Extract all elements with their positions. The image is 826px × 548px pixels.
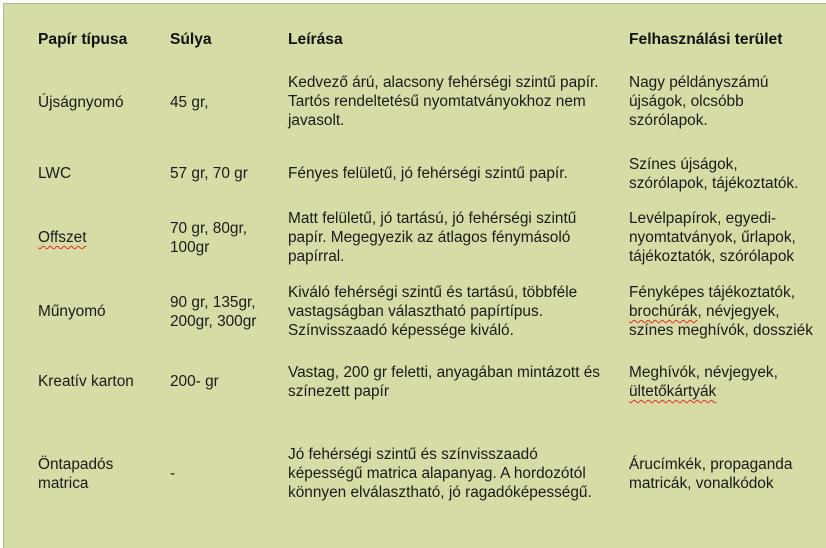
row-4-usage-brochurak: brochúrák bbox=[629, 303, 698, 320]
row-4-usage-line2-rest: , névjegyek, bbox=[697, 303, 780, 320]
row-4-usage-line3: színes meghívók, dossziék bbox=[629, 322, 813, 339]
row-2-type: LWC bbox=[38, 165, 72, 182]
row-3-type: Offszet bbox=[38, 229, 87, 246]
row-1-type: Újságnyomó bbox=[38, 94, 124, 111]
row-6-weight: - bbox=[170, 465, 176, 482]
row-4-usage bbox=[629, 283, 813, 340]
row-1-description: Kedvező árú, alacsony fehérségi szintű papír. Tartós rendeltetésű nyomtatványokhoz nem javasolt. bbox=[288, 74, 599, 129]
row-5-usage-line2: ültetőkártyák bbox=[629, 383, 717, 400]
row-3-weight: 70 gr, 80gr, 100gr bbox=[170, 220, 248, 256]
header-paper-type: Papír típusa bbox=[38, 31, 128, 48]
row-5-description: Vastag, 200 gr feletti, anyagában mintázott és színezett papír bbox=[288, 364, 600, 400]
row-5-weight: 200- gr bbox=[170, 373, 219, 390]
row-2-weight: 57 gr, 70 gr bbox=[170, 165, 248, 182]
row-6-usage: Árucímkék, propaganda matricák, vonalkódok bbox=[629, 456, 793, 492]
header-weight: Súlya bbox=[170, 31, 212, 48]
row-3-usage: Levélpapírok, egyedi- nyomtatványok, űrlapok, tájékoztatók, szórólapok bbox=[629, 210, 796, 265]
row-4-usage-line1: Fényképes tájékoztatók, bbox=[629, 284, 795, 301]
row-4-weight: 90 gr, 135gr, 200gr, 300gr bbox=[170, 294, 257, 330]
row-2-usage: Színes újságok, szórólapok, tájékoztatók. bbox=[629, 156, 799, 192]
row-4-type: Műnyomó bbox=[38, 303, 106, 320]
header-description: Leírása bbox=[288, 31, 343, 48]
header-usage: Felhasználási terület bbox=[629, 31, 783, 48]
row-3-description: Matt felületű, jó tartású, jó fehérségi szintű papír. Megegyezik az átlagos fénymásoló papírral. bbox=[288, 210, 577, 265]
row-1-usage: Nagy példányszámú újságok, olcsóbb szórólapok. bbox=[629, 74, 769, 129]
row-2-description: Fényes felületű, jó fehérségi szintű papír. bbox=[288, 165, 568, 182]
row-5-usage-line1: Meghívók, névjegyek, bbox=[629, 364, 778, 381]
row-5-usage bbox=[629, 363, 778, 401]
row-6-description: Jó fehérségi szintű és színvisszaadó képességű matrica alapanyag. A hordozótól könnyen elválasztható, jó ragadóképességű. bbox=[288, 446, 592, 501]
row-6-type: Öntapadós matrica bbox=[38, 456, 114, 492]
row-1-weight: 45 gr, bbox=[170, 94, 209, 111]
row-5-type: Kreatív karton bbox=[38, 373, 134, 390]
row-4-description: Kiváló fehérségi szintű és tartású, többféle vastagságban választható papírtípus. Színvisszaadó képessége kiváló. bbox=[288, 284, 578, 339]
